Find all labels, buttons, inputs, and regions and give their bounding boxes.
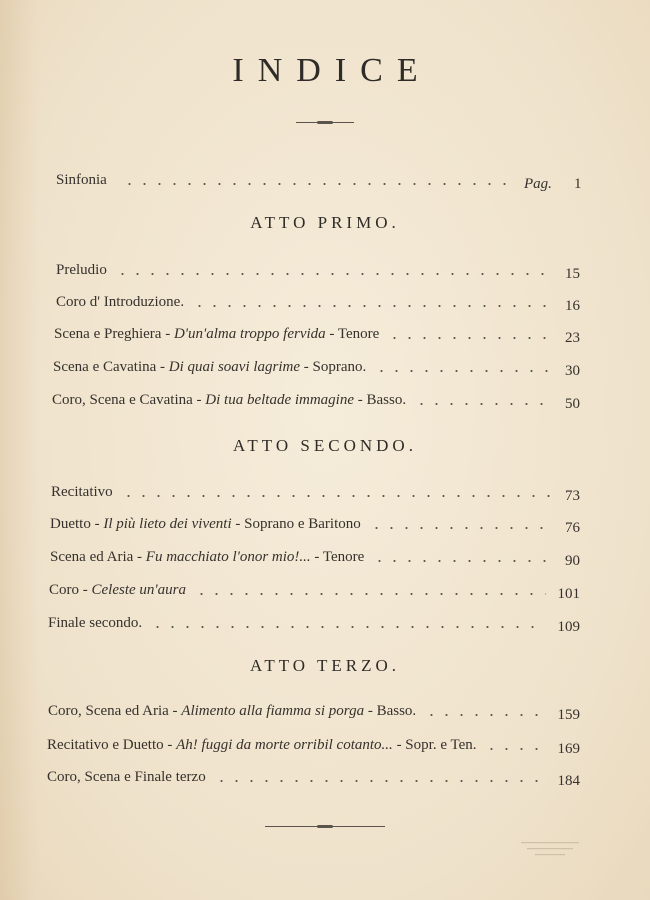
aria-title: Di quai soavi lagrime (168, 359, 301, 375)
library-stamp (515, 838, 585, 866)
dot-leader (484, 748, 545, 750)
toc-entry[interactable] (0, 388, 650, 410)
stamp-mark-icon (515, 838, 585, 862)
entry-text: - Soprano e Baritono (231, 516, 361, 532)
toc-entry-label: Sinfonia (56, 172, 107, 188)
entry-text: Recitativo (51, 484, 113, 500)
toc-entry[interactable] (0, 733, 650, 755)
page-number: 30 (565, 363, 580, 379)
page-number: 90 (565, 553, 580, 569)
entry-text: Coro, Scena e Cavatina - (52, 392, 206, 408)
entry-text: Recitativo e Duetto - (47, 737, 177, 753)
dot-leader (150, 626, 545, 628)
toc-entry[interactable] (0, 545, 650, 567)
toc-entry-label (50, 547, 364, 567)
toc-entry-label (53, 357, 366, 377)
dot-leader (194, 593, 546, 595)
toc-entry-label (56, 260, 107, 280)
dot-leader (369, 527, 553, 529)
dot-leader (121, 495, 553, 497)
entry-text: Finale secondo. (48, 615, 143, 631)
dot-leader (414, 403, 553, 405)
page-title: INDICE (232, 52, 432, 89)
entry-text: Scena e Cavatina - (53, 359, 169, 375)
dot-leader (122, 183, 514, 185)
aria-title: Ah! fuggi da morte orribil cotanto... (176, 737, 393, 753)
toc-entry[interactable] (0, 699, 650, 721)
entry-text: Coro - (49, 582, 92, 598)
aria-title: Celeste un'aura (91, 582, 186, 598)
aria-title: Fu macchiato l'onor mio!... (145, 549, 311, 565)
entry-text: Coro d' Introduzione. (56, 294, 185, 310)
page-number: 184 (557, 773, 580, 789)
toc-entry-label (50, 514, 361, 534)
toc-entry-label (47, 767, 206, 787)
aria-title: Di tua beltade immagine (205, 392, 355, 408)
act-heading: ATTO SECONDO. (233, 436, 417, 455)
entry-text: Coro, Scena e Finale terzo (47, 769, 206, 785)
dot-leader (374, 370, 553, 372)
page-number: 73 (565, 488, 580, 504)
page-number: 23 (565, 330, 580, 346)
toc-entry-label (48, 613, 142, 633)
page-prefix: Pag. (524, 176, 552, 192)
page-number: 1 (574, 176, 582, 192)
page-number: 169 (557, 741, 580, 757)
toc-entry-sinfonia[interactable] (0, 168, 650, 190)
toc-entry-label (51, 482, 113, 502)
page-number: 76 (565, 520, 580, 536)
dot-leader (192, 305, 553, 307)
aria-title: D'un'alma troppo fervida (173, 326, 326, 342)
toc-entry-label (54, 324, 379, 344)
page-number: 15 (565, 266, 580, 282)
page-number: 101 (557, 586, 580, 602)
dot-leader (372, 560, 553, 562)
entry-text: Scena e Preghiera - (54, 326, 174, 342)
aria-title: Alimento alla fiamma si porga (181, 703, 365, 719)
aria-title: Il più lieto dei viventi (103, 516, 232, 532)
dot-leader (214, 780, 546, 782)
entry-text: - Basso. (354, 392, 407, 408)
toc-entry[interactable] (0, 512, 650, 534)
toc-entry[interactable] (0, 765, 650, 787)
toc-entry-label (48, 701, 416, 721)
toc-entry-label (47, 735, 476, 755)
dot-leader (387, 337, 553, 339)
entry-text: - Soprano. (300, 359, 367, 375)
closing-ornament-rule (265, 826, 385, 827)
title-ornament-rule (296, 122, 354, 123)
page-number: 16 (565, 298, 580, 314)
entry-text: Duetto - (50, 516, 104, 532)
dot-leader (424, 714, 545, 716)
toc-entry[interactable] (0, 611, 650, 633)
toc-entry[interactable] (0, 355, 650, 377)
entry-text: - Tenore (325, 326, 380, 342)
toc-entry-label (49, 580, 186, 600)
toc-entry[interactable] (0, 480, 650, 502)
toc-entry-label (52, 390, 406, 410)
entry-text: Coro, Scena ed Aria - (48, 703, 182, 719)
entry-text: Preludio (56, 262, 107, 278)
page-number: 50 (565, 396, 580, 412)
page-number: 159 (557, 707, 580, 723)
dot-leader (115, 273, 553, 275)
act-heading: ATTO PRIMO. (250, 213, 400, 232)
toc-entry[interactable] (0, 290, 650, 312)
toc-entry[interactable] (0, 578, 650, 600)
entry-text: Scena ed Aria - (50, 549, 146, 565)
toc-entry[interactable] (0, 258, 650, 280)
toc-entry-label (56, 292, 184, 312)
toc-entry[interactable] (0, 322, 650, 344)
act-heading: ATTO TERZO. (249, 656, 401, 675)
entry-text: - Basso. (364, 703, 417, 719)
page-number: 109 (557, 619, 580, 635)
entry-text: - Sopr. e Ten. (392, 737, 477, 753)
entry-text: - Tenore (310, 549, 365, 565)
